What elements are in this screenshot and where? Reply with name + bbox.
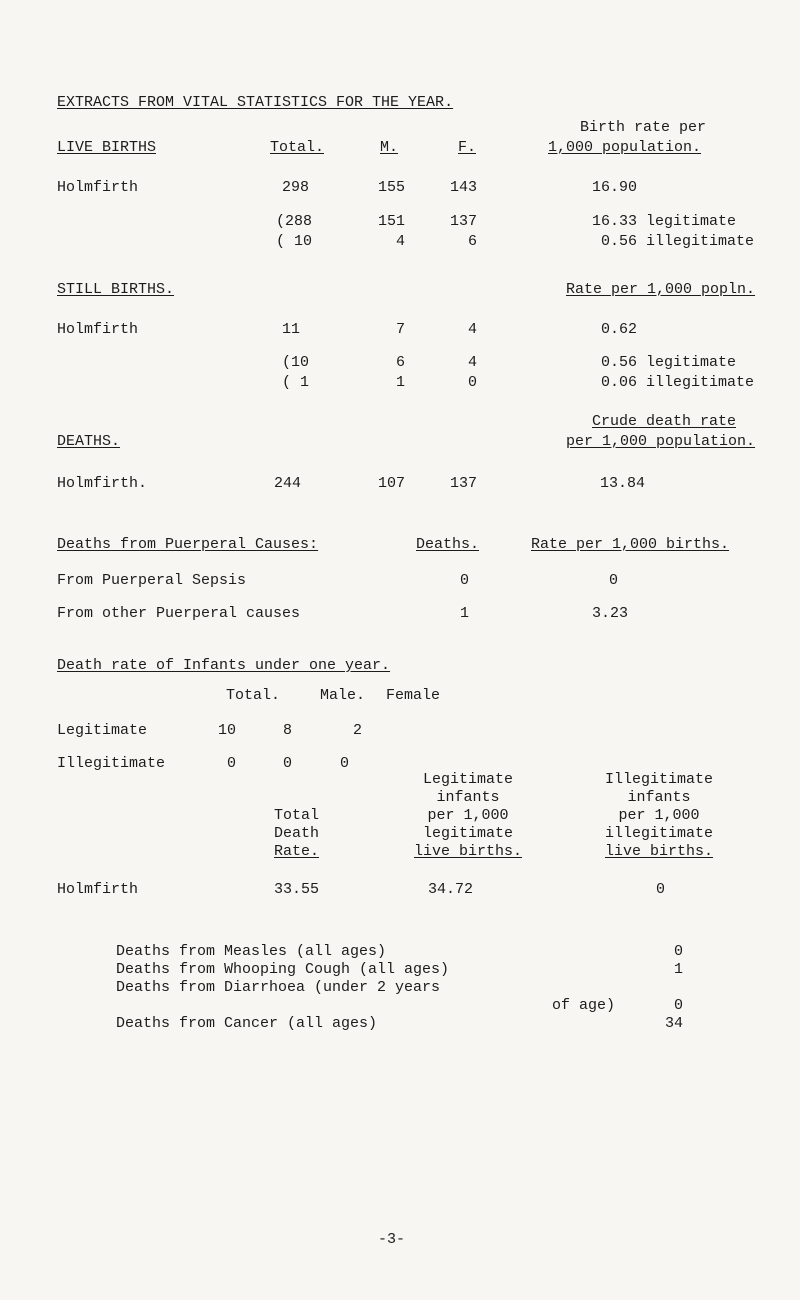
deaths-male: 107 bbox=[378, 475, 406, 492]
infant-rate-head-illegit: Illegitimate bbox=[604, 771, 714, 788]
still-births-legit-total: (10 bbox=[282, 354, 310, 371]
col-total: Total. bbox=[270, 139, 325, 156]
infant-legit-total: 10 bbox=[218, 722, 237, 739]
still-births-place: Holmfirth bbox=[57, 321, 139, 338]
col-male: M. bbox=[380, 139, 399, 156]
infant-legit-male: 8 bbox=[283, 722, 293, 739]
still-births-rate-head: Rate per 1,000 popln. bbox=[566, 281, 756, 298]
puerperal-col-rate: Rate per 1,000 births. bbox=[531, 536, 730, 553]
still-births-illegit-rate: 0.06 illegitimate bbox=[601, 374, 755, 391]
live-births-legit-total: (288 bbox=[276, 213, 313, 230]
col-female: F. bbox=[458, 139, 477, 156]
still-births-total: 11 bbox=[282, 321, 301, 338]
death-rate-head-2: per 1,000 population. bbox=[566, 433, 756, 450]
infant-rate-head-total: Total bbox=[274, 807, 320, 824]
live-births-heading: LIVE BIRTHS bbox=[57, 139, 157, 156]
still-births-heading: STILL BIRTHS. bbox=[57, 281, 175, 298]
live-births-male: 155 bbox=[378, 179, 406, 196]
live-births-legit-male: 151 bbox=[378, 213, 406, 230]
infant-col-total: Total. bbox=[226, 687, 281, 704]
other-death-label: Deaths from Diarrhoea (under 2 years bbox=[116, 979, 441, 996]
still-births-legit-rate: 0.56 legitimate bbox=[601, 354, 737, 371]
infant-heading: Death rate of Infants under one year. bbox=[57, 657, 391, 674]
infant-col-female: Female bbox=[386, 687, 441, 704]
infant-illegit-female: 0 bbox=[340, 755, 350, 772]
infant-rate-head-illegit: illegitimate bbox=[604, 825, 714, 842]
still-births-male: 7 bbox=[396, 321, 406, 338]
puerperal-row-label: From Puerperal Sepsis bbox=[57, 572, 247, 589]
still-births-rate: 0.62 bbox=[601, 321, 638, 338]
infant-illegit-total: 0 bbox=[227, 755, 237, 772]
page-number: -3- bbox=[378, 1231, 406, 1248]
infant-rate-head-legit: infants bbox=[436, 789, 500, 806]
puerperal-row-rate: 0 bbox=[609, 572, 619, 589]
puerperal-col-deaths: Deaths. bbox=[416, 536, 480, 553]
infant-rate-head-illegit: infants bbox=[627, 789, 691, 806]
infant-rate-head-legit: Legitimate bbox=[422, 771, 513, 788]
live-births-illegit-total: ( 10 bbox=[276, 233, 313, 250]
other-death-label: Deaths from Cancer (all ages) bbox=[116, 1015, 378, 1032]
puerperal-row-deaths: 1 bbox=[460, 605, 470, 622]
infant-rate-head-illegit: live births. bbox=[604, 843, 714, 860]
live-births-female: 143 bbox=[450, 179, 478, 196]
deaths-heading: DEATHS. bbox=[57, 433, 121, 450]
infant-rate-head-total: Death bbox=[274, 825, 320, 842]
deaths-place: Holmfirth. bbox=[57, 475, 148, 492]
deaths-rate: 13.84 bbox=[600, 475, 646, 492]
other-death-value: 1 bbox=[674, 961, 684, 978]
live-births-place: Holmfirth bbox=[57, 179, 139, 196]
infant-legit-label: Legitimate bbox=[57, 722, 148, 739]
infant-rate-head-total: Rate. bbox=[274, 843, 320, 860]
other-death-value: 0 bbox=[674, 997, 684, 1014]
death-rate-head-1: Crude death rate bbox=[592, 413, 737, 430]
puerperal-heading: Deaths from Puerperal Causes: bbox=[57, 536, 319, 553]
infant-col-male: Male. bbox=[320, 687, 366, 704]
still-births-illegit-female: 0 bbox=[468, 374, 478, 391]
other-death-value: 0 bbox=[674, 943, 684, 960]
infant-legit-rate: 34.72 bbox=[428, 881, 474, 898]
infant-rate-head-legit: live births. bbox=[413, 843, 523, 860]
infant-rate-head-legit: legitimate bbox=[422, 825, 513, 842]
still-births-illegit-total: ( 1 bbox=[282, 374, 310, 391]
infant-illegit-rate: 0 bbox=[656, 881, 666, 898]
other-death-label: of age) bbox=[552, 997, 616, 1014]
still-births-legit-male: 6 bbox=[396, 354, 406, 371]
infant-total-rate: 33.55 bbox=[274, 881, 320, 898]
infant-illegit-label: Illegitimate bbox=[57, 755, 166, 772]
other-death-label: Deaths from Whooping Cough (all ages) bbox=[116, 961, 450, 978]
still-births-legit-female: 4 bbox=[468, 354, 478, 371]
birth-rate-head-1: Birth rate per bbox=[580, 119, 707, 136]
live-births-legit-rate: 16.33 legitimate bbox=[592, 213, 737, 230]
infant-illegit-male: 0 bbox=[283, 755, 293, 772]
puerperal-row-label: From other Puerperal causes bbox=[57, 605, 301, 622]
live-births-total: 298 bbox=[282, 179, 310, 196]
other-death-value: 34 bbox=[665, 1015, 684, 1032]
puerperal-row-rate: 3.23 bbox=[592, 605, 629, 622]
other-death-label: Deaths from Measles (all ages) bbox=[116, 943, 387, 960]
live-births-illegit-male: 4 bbox=[396, 233, 406, 250]
infant-place: Holmfirth bbox=[57, 881, 139, 898]
infant-rate-head-legit: per 1,000 bbox=[427, 807, 509, 824]
deaths-female: 137 bbox=[450, 475, 478, 492]
infant-rate-head-illegit: per 1,000 bbox=[618, 807, 700, 824]
deaths-total: 244 bbox=[274, 475, 302, 492]
puerperal-row-deaths: 0 bbox=[460, 572, 470, 589]
infant-legit-female: 2 bbox=[353, 722, 363, 739]
still-births-illegit-male: 1 bbox=[396, 374, 406, 391]
live-births-illegit-female: 6 bbox=[468, 233, 478, 250]
live-births-illegit-rate: 0.56 illegitimate bbox=[601, 233, 755, 250]
still-births-female: 4 bbox=[468, 321, 478, 338]
live-births-legit-female: 137 bbox=[450, 213, 478, 230]
birth-rate-head-2: 1,000 population. bbox=[548, 139, 702, 156]
page-title: EXTRACTS FROM VITAL STATISTICS FOR THE YEAR. bbox=[57, 94, 454, 111]
live-births-rate: 16.90 bbox=[592, 179, 638, 196]
